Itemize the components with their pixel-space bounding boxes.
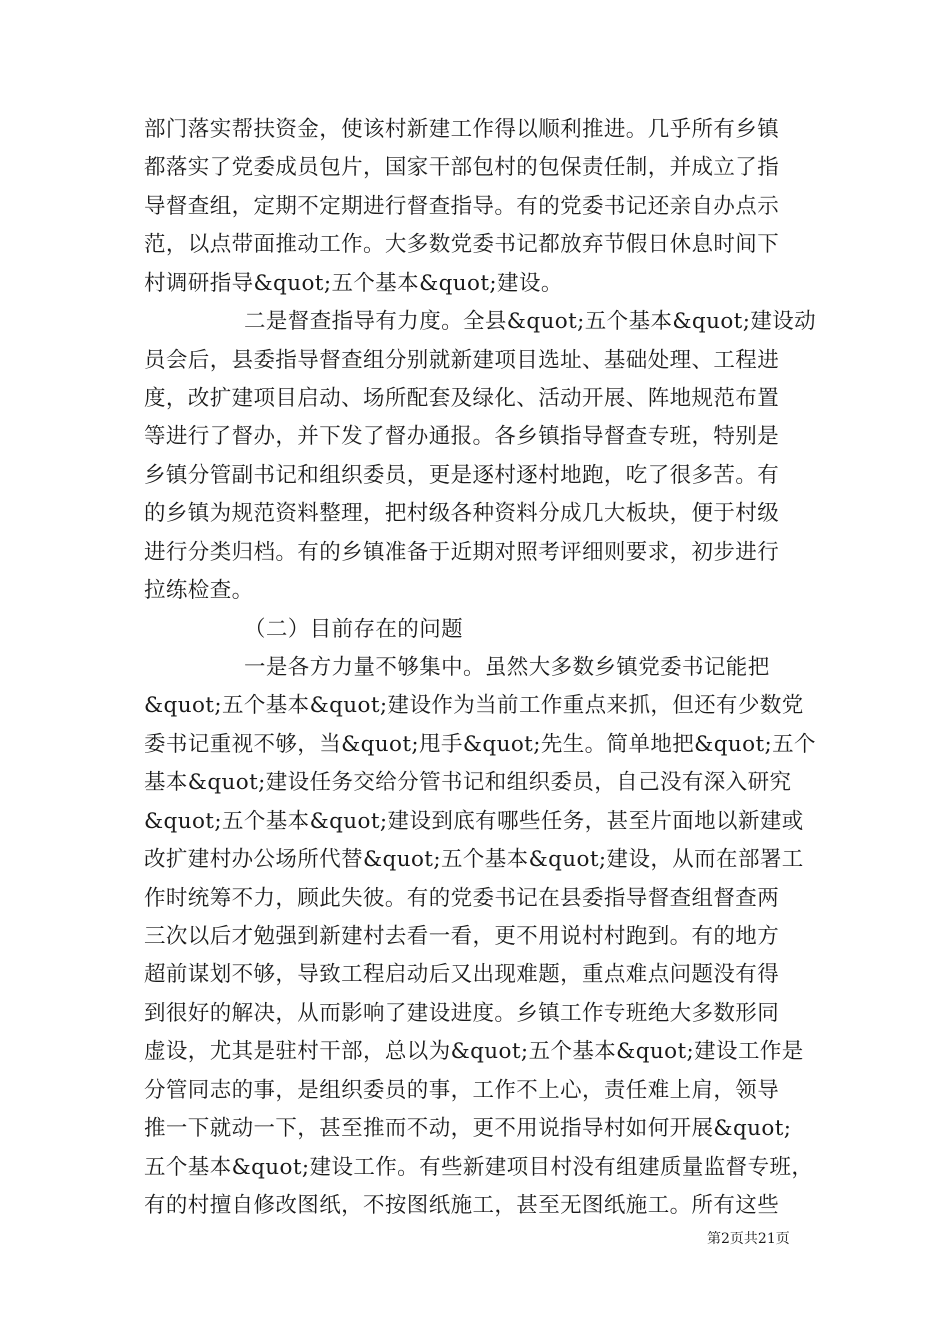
section-heading: （二）目前存在的问题 bbox=[244, 617, 464, 642]
text-line: 进行分类归档。有的乡镇准备于近期对照考评细则要求，初步进行 bbox=[144, 540, 780, 565]
text-line: 导督查组，定期不定期进行督查指导。有的党委书记还亲自办点示 bbox=[144, 194, 780, 219]
text-line: 超前谋划不够，导致工程启动后又出现难题，重点难点问题没有得 bbox=[144, 962, 780, 987]
text-line: &quot;五个基本&quot;建设到底有哪些任务，甚至片面地以新建或 bbox=[144, 809, 804, 834]
text-line: 分管同志的事，是组织委员的事，工作不上心，责任难上肩，领导 bbox=[144, 1078, 780, 1103]
text-line: 到很好的解决，从而影响了建设进度。乡镇工作专班绝大多数形同 bbox=[144, 1001, 780, 1026]
text-line: 有的村擅自修改图纸，不按图纸施工，甚至无图纸施工。所有这些 bbox=[144, 1193, 780, 1218]
text-line: 三次以后才勉强到新建村去看一看，更不用说村村跑到。有的地方 bbox=[144, 924, 780, 949]
text-line: 乡镇分管副书记和组织委员，更是逐村逐村地跑，吃了很多苦。有 bbox=[144, 463, 780, 488]
page-number-footer: 第2页共21页 bbox=[707, 1231, 790, 1247]
text-line: 基本&quot;建设任务交给分管书记和组织委员，自己没有深入研究 bbox=[144, 770, 792, 795]
paragraph-start: 一是各方力量不够集中。虽然大多数乡镇党委书记能把 bbox=[244, 655, 770, 680]
text-line: 虚设，尤其是驻村干部，总以为&quot;五个基本&quot;建设工作是 bbox=[144, 1039, 804, 1064]
text-line: 范，以点带面推动工作。大多数党委书记都放弃节假日休息时间下 bbox=[144, 232, 780, 257]
text-line: 五个基本&quot;建设工作。有些新建项目村没有组建质量监督专班， bbox=[144, 1155, 814, 1180]
text-line: 部门落实帮扶资金，使该村新建工作得以顺利推进。几乎所有乡镇 bbox=[144, 117, 780, 142]
text-line: &quot;五个基本&quot;建设作为当前工作重点来抓，但还有少数党 bbox=[144, 693, 804, 718]
text-line: 改扩建村办公场所代替&quot;五个基本&quot;建设，从而在部署工 bbox=[144, 847, 804, 872]
text-line: 推一下就动一下，甚至推而不动，更不用说指导村如何开展&quot; bbox=[144, 1116, 792, 1141]
text-line: 度，改扩建项目启动、场所配套及绿化、活动开展、阵地规范布置 bbox=[144, 386, 780, 411]
paragraph-start: 二是督查指导有力度。全县&quot;五个基本&quot;建设动 bbox=[244, 309, 817, 334]
text-line: 员会后，县委指导督查组分别就新建项目选址、基础处理、工程进 bbox=[144, 348, 780, 373]
text-line: 都落实了党委成员包片，国家干部包村的包保责任制，并成立了指 bbox=[144, 155, 780, 180]
text-line: 的乡镇为规范资料整理，把村级各种资料分成几大板块，便于村级 bbox=[144, 501, 780, 526]
text-line: 拉练检查。 bbox=[144, 578, 254, 603]
text-line: 作时统筹不力，顾此失彼。有的党委书记在县委指导督查组督查两 bbox=[144, 886, 780, 911]
text-line: 村调研指导&quot;五个基本&quot;建设。 bbox=[144, 271, 563, 296]
text-line: 委书记重视不够，当&quot;甩手&quot;先生。简单地把&quot;五个 bbox=[144, 732, 816, 757]
text-line: 等进行了督办，并下发了督办通报。各乡镇指导督查专班，特别是 bbox=[144, 424, 780, 449]
